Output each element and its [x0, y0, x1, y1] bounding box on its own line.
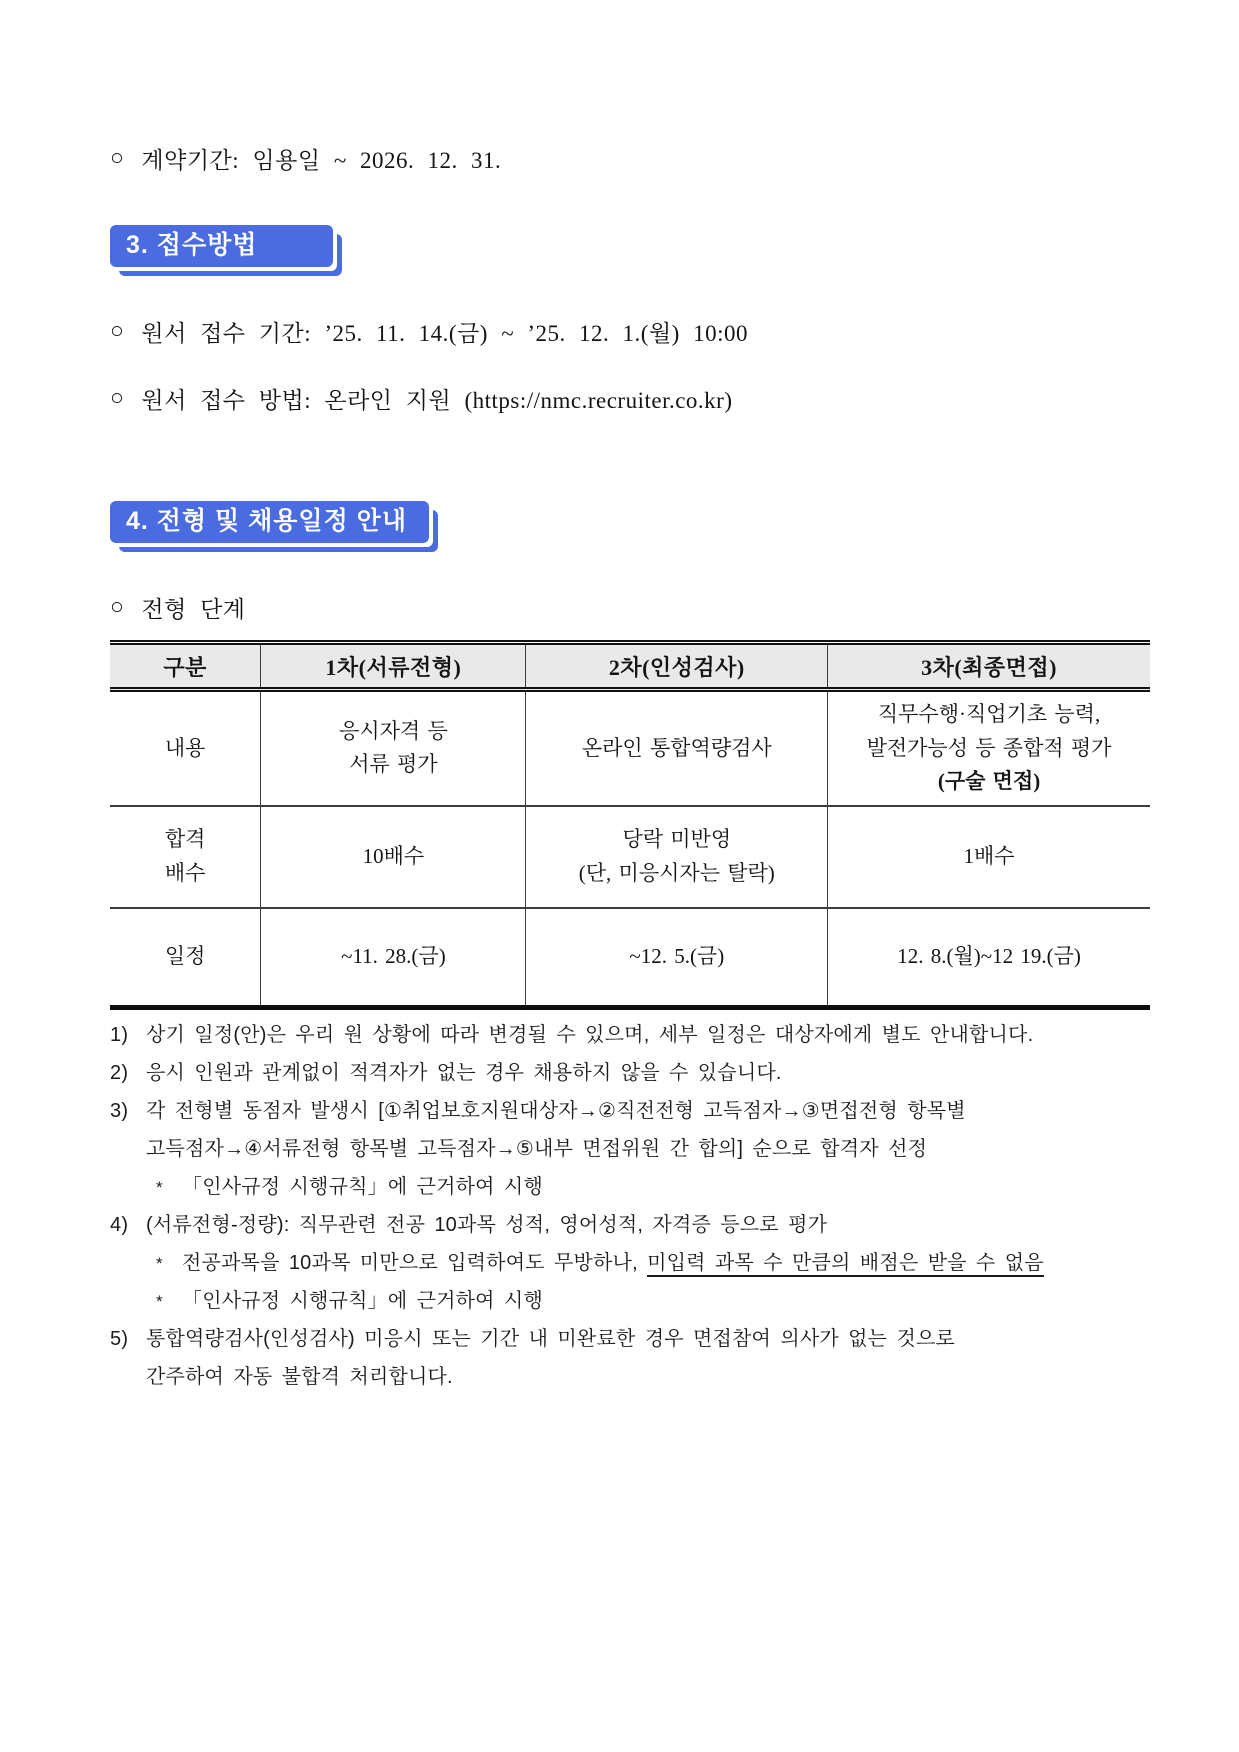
section3-title-box: 3. 접수방법 — [110, 225, 333, 267]
header-cell-category: 구분 — [110, 643, 261, 690]
footnote-marker: 3) — [110, 1099, 129, 1122]
cell-line-bold: (구술 면접) — [937, 769, 1041, 794]
footnote-text: 「인사규정 시행규칙」에 근거하여 시행 — [182, 1289, 543, 1312]
table-row-content — [110, 690, 1150, 806]
footnote-4-note-2 — [110, 1290, 1155, 1313]
section4-title-box: 4. 전형 및 채용일정 안내 — [110, 501, 429, 543]
cell-line: 당락 미반영 — [622, 827, 732, 852]
footnote-3-continued — [110, 1138, 1155, 1161]
cell-content-stage2 — [526, 690, 828, 806]
asterisk-marker: * — [156, 1291, 163, 1311]
footnote-3 — [110, 1100, 1155, 1123]
contract-period-line — [110, 142, 1155, 175]
footnote-marker: 1) — [110, 1023, 129, 1046]
stage-heading-text: 전형 단계 — [141, 597, 246, 622]
cell-schedule-stage2 — [526, 908, 828, 1008]
cell-line: 응시자격 등 — [339, 718, 448, 743]
application-method-text — [141, 382, 732, 415]
cell-multiple-stage3 — [828, 806, 1150, 908]
cell-schedule-stage1 — [261, 908, 526, 1008]
footnote-1 — [110, 1024, 1155, 1047]
cell-line: (단, 미응시자는 탈락) — [578, 860, 775, 885]
cell-schedule-stage3 — [828, 908, 1150, 1008]
contract-period-text: 계약기간: 임용일 ~ 2026. 12. 31. — [141, 148, 502, 173]
footnote-3-note — [110, 1176, 1155, 1199]
header-cell-stage2: 2차(인성검사) — [526, 643, 828, 690]
row-label-content — [110, 690, 261, 806]
application-method-pre: 원서 접수 방법: 온라인 지원 ( — [141, 388, 473, 413]
footnote-5 — [110, 1328, 1155, 1351]
footnote-4-note-1 — [110, 1252, 1155, 1275]
footnote-text: 각 전형별 동점자 발생시 [①취업보호지원대상자→②직전전형 고득점자→③면접전형 항목별 — [146, 1099, 966, 1122]
application-period-text: 원서 접수 기간: ’25. 11. 14.(금) ~ ’25. 12. 1.(월) 10:00 — [141, 321, 748, 346]
footnote-marker: 5) — [110, 1327, 129, 1350]
cell-content-stage3 — [828, 690, 1150, 806]
circle-bullet-icon: ○ — [110, 318, 125, 343]
footnote-text: 「인사규정 시행규칙」에 근거하여 시행 — [182, 1175, 543, 1198]
cell-multiple-stage1 — [261, 806, 526, 908]
footnote-text: 상기 일정(안)은 우리 원 상황에 따라 변경될 수 있으며, 세부 일정은 대상자에게 별도 안내합니다. — [146, 1023, 1034, 1046]
asterisk-marker: * — [156, 1177, 163, 1197]
cell-content-stage1 — [261, 690, 526, 806]
cell-line: 12. 8.(월)~12 19.(금) — [897, 943, 1081, 968]
footnote-text: 응시 인원과 관계없이 적격자가 없는 경우 채용하지 않을 수 있습니다. — [146, 1061, 782, 1084]
section4-title-row — [110, 501, 1155, 543]
row-label-text: 내용 — [164, 735, 206, 760]
row-label-text: 일정 — [164, 943, 206, 968]
footnote-text-plain: 전공과목을 10과목 미만으로 입력하여도 무방하나, — [182, 1251, 648, 1274]
cell-line: 발전가능성 등 종합적 평가 — [866, 735, 1112, 760]
footnote-2 — [110, 1062, 1155, 1085]
footnote-text: 고득점자→④서류전형 항목별 고득점자→⑤내부 면접위원 간 합의] 순으로 합격자 선정 — [146, 1137, 928, 1160]
cell-line: 서류 평가 — [349, 752, 438, 777]
application-method-post: ) — [724, 388, 733, 413]
circle-bullet-icon: ○ — [110, 385, 125, 410]
footnote-marker: 4) — [110, 1213, 129, 1236]
table-row-schedule — [110, 908, 1150, 1008]
footnote-text-underlined: 미입력 과목 수 만큼의 배점은 받을 수 없음 — [647, 1252, 1044, 1277]
row-label-schedule — [110, 908, 261, 1008]
footnote-text: 통합역량검사(인성검사) 미응시 또는 기간 내 미완료한 경우 면접참여 의사가 없는 것으로 — [146, 1327, 956, 1350]
circle-bullet-icon: ○ — [110, 594, 125, 619]
asterisk-marker: * — [156, 1253, 163, 1273]
row-label-text: 합격 — [164, 827, 206, 852]
stage-heading-line — [110, 591, 1155, 624]
header-cell-stage1: 1차(서류전형) — [261, 643, 526, 690]
header-cell-stage3: 3차(최종면접) — [828, 643, 1150, 690]
footnote-4 — [110, 1214, 1155, 1237]
footnote-marker: 2) — [110, 1061, 129, 1084]
cell-line: 온라인 통합역량검사 — [581, 735, 772, 760]
footnote-text — [182, 1252, 1044, 1275]
row-label-text: 배수 — [164, 860, 206, 885]
row-label-pass-multiple — [110, 806, 261, 908]
cell-multiple-stage2 — [526, 806, 828, 908]
application-period-line — [110, 315, 1155, 348]
cell-line: 1배수 — [963, 843, 1015, 868]
cell-line: 직무수행·직업기초 능력, — [877, 702, 1101, 726]
table-row-pass-multiple — [110, 806, 1150, 908]
section3-title-row — [110, 225, 1155, 267]
footnote-text: (서류전형-정량): 직무관련 전공 10과목 성적, 영어성적, 자격증 등으로 평가 — [146, 1213, 828, 1236]
footnote-5-continued — [110, 1366, 1155, 1389]
circle-bullet-icon: ○ — [110, 145, 125, 170]
footnotes-block — [110, 1024, 1155, 1389]
application-url-link[interactable]: https://nmc.recruiter.co.kr — [472, 388, 725, 413]
cell-line: 10배수 — [362, 843, 425, 868]
table-header-row — [110, 643, 1150, 690]
application-method-line — [110, 382, 1155, 415]
cell-line: ~11. 28.(금) — [341, 943, 446, 968]
footnote-text: 간주하여 자동 불합격 처리합니다. — [146, 1365, 453, 1388]
cell-line: ~12. 5.(금) — [629, 943, 725, 968]
selection-stage-table — [110, 640, 1150, 1010]
